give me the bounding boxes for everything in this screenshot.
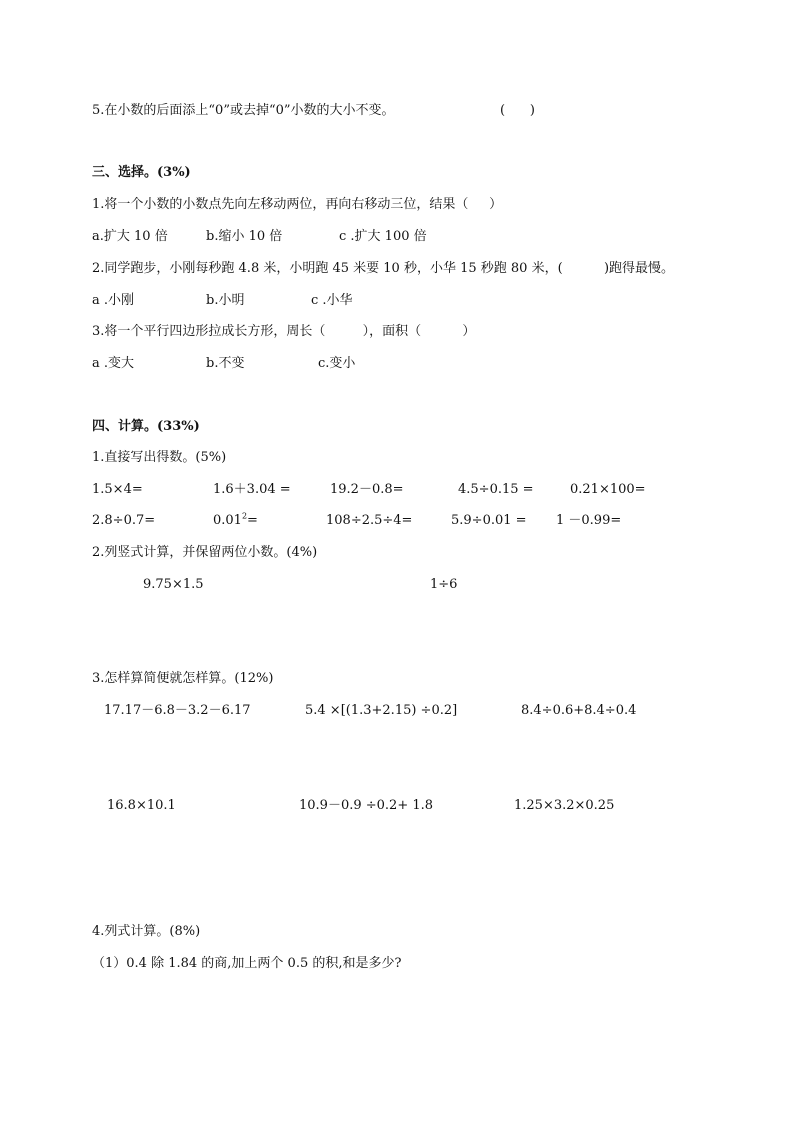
part-4-title: 4.列式计算。(8%) (92, 924, 201, 939)
word-problem-1: （1）0.4 除 1.84 的商,加上两个 0.5 的积,和是多少? (92, 956, 402, 971)
vertical-calc-problem: 1÷6 (430, 577, 458, 592)
simplify-problem: 16.8×10.1 (107, 798, 176, 813)
oral-problem-squared: $0.01^2=$ (213, 511, 258, 528)
oral-problem: 2.8÷0.7= (92, 513, 156, 528)
oral-problem: 19.2－0.8= (330, 482, 404, 497)
simplify-problem: 10.9－0.9 ÷0.2+ 1.8 (299, 798, 434, 813)
section-4-title: 四、计算。(33%) (92, 419, 200, 434)
choice-question-2: 2.同学跑步，小刚每秒跑 4.8 米，小明跑 45 米要 10 秒，小华 15 秒跑 80 米，( )跑得最慢。 (92, 261, 675, 276)
choice-option-b[interactable]: b.小明 (206, 293, 245, 308)
section-3-title: 三、选择。(3%) (92, 165, 191, 180)
oral-problem: 0.21×100= (570, 482, 646, 497)
choice-option-c[interactable]: c .扩大 100 倍 (339, 229, 427, 244)
part-3-title: 3.怎样算简便就怎样算。(12%) (92, 671, 274, 686)
choice-option-a[interactable]: a .变大 (92, 356, 135, 371)
simplify-problem: 8.4÷0.6+8.4÷0.4 (521, 703, 637, 718)
answer-paren[interactable]: ( ) (500, 103, 535, 118)
choice-option-c[interactable]: c .小华 (311, 293, 353, 308)
oral-problem: 1.6＋3.04 = (213, 482, 291, 497)
choice-option-b[interactable]: b.缩小 10 倍 (206, 229, 283, 244)
oral-problem: 1 －0.99= (556, 513, 622, 528)
part-2-title: 2.列竖式计算，并保留两位小数。(4%) (92, 545, 318, 560)
choice-option-c[interactable]: c.变小 (318, 356, 356, 371)
part-1-title: 1.直接写出得数。(5%) (92, 450, 227, 465)
choice-question-3: 3.将一个平行四边形拉成长方形，周长（ ），面积（ ） (92, 324, 476, 339)
choice-question-1: 1.将一个小数的小数点先向左移动两位，再向右移动三位，结果（ ） (92, 197, 503, 212)
simplify-problem: 5.4 ×[(1.3+2.15) ÷0.2] (305, 703, 458, 718)
oral-problem: 4.5÷0.15 = (458, 482, 534, 497)
superscript-exponent: 2 (241, 511, 248, 521)
choice-option-a[interactable]: a.扩大 10 倍 (92, 229, 168, 244)
oral-problem: 5.9÷0.01 = (451, 513, 527, 528)
choice-option-b[interactable]: b.不变 (206, 356, 245, 371)
oral-problem: 1.5×4= (92, 482, 143, 497)
simplify-problem: 17.17－6.8－3.2－6.17 (104, 703, 251, 718)
oral-problem: 108÷2.5÷4= (326, 513, 413, 528)
simplify-problem: 1.25×3.2×0.25 (514, 798, 615, 813)
choice-option-a[interactable]: a .小刚 (92, 293, 135, 308)
judge-question-5: 5.在小数的后面添上“0”或去掉“0”小数的大小不变。 (92, 103, 395, 118)
vertical-calc-problem: 9.75×1.5 (143, 577, 204, 592)
